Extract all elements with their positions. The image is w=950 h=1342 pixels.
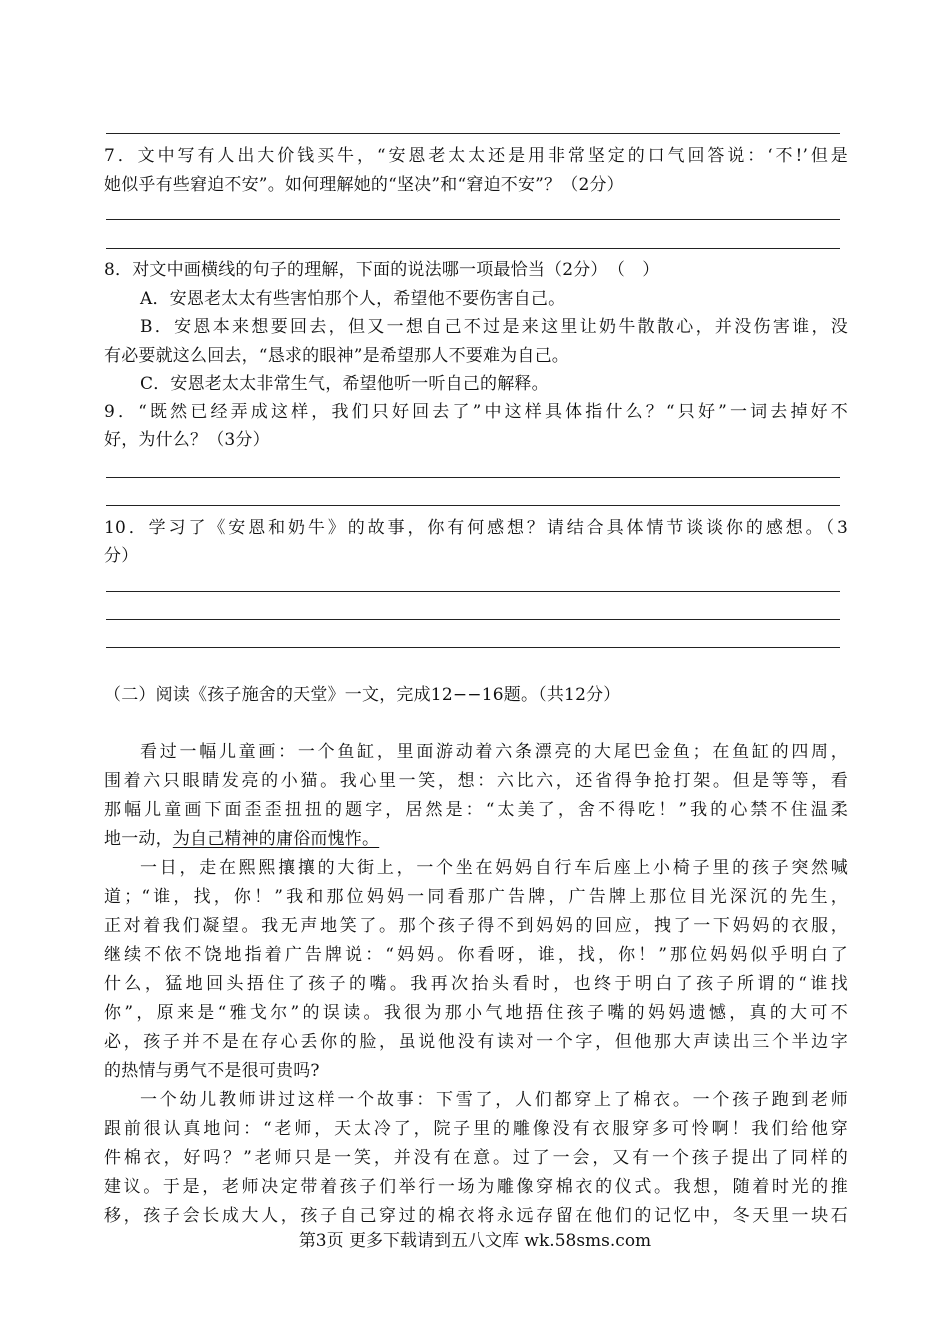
answer-line bbox=[106, 647, 840, 648]
passage-line: 继续不依不饶地指着广告牌说：“妈妈。你看呀，谁，找，你！”那位妈妈似乎明白了 bbox=[104, 945, 848, 965]
passage-line: 一日，走在熙熙攘攘的大街上，一个坐在妈妈自行车后座上小椅子里的孩子突然喊 bbox=[140, 858, 848, 878]
q10-text: 10．学习了《安恩和奶牛》的故事，你有何感想？请结合具体情节谈谈你的感想。（3 bbox=[104, 518, 848, 538]
passage-line: 道；“谁，找，你！”我和那位妈妈一同看那广告牌，广告牌上那位目光深沉的先生， bbox=[104, 887, 848, 907]
passage-line: 跟前很认真地问：“老师，天太冷了，院子里的雕像没有衣服穿多可怜啊！我们给他穿 bbox=[104, 1119, 848, 1139]
q8-option-c: C．安恩老太太非常生气，希望他听一听自己的解释。 bbox=[140, 374, 549, 394]
passage-line: 移，孩子会长成大人，孩子自己穿过的棉衣将永远存留在他们的记忆中，冬天里一块石 bbox=[104, 1206, 848, 1226]
passage-line: 必，孩子并不是在存心丢你的脸，虽说他没有读对一个字，但他那大声读出三个半边字 bbox=[104, 1032, 848, 1052]
q7-text: 7．文中写有人出大价钱买牛，“安恩老太太还是用非常坚定的口气回答说：‘不!’但是 bbox=[104, 146, 848, 166]
underlined-sentence: 为自己精神的庸俗而愧怍。 bbox=[172, 829, 380, 849]
q10-text: 分） bbox=[104, 546, 139, 566]
answer-line bbox=[106, 505, 840, 506]
passage-line: 一个幼儿教师讲过这样一个故事：下雪了，人们都穿上了棉衣。一个孩子跑到老师 bbox=[140, 1090, 848, 1110]
q8-option-b: B．安恩本来想要回去，但又一想自己不过是来这里让奶牛散散心，并没伤害谁，没 bbox=[140, 317, 848, 337]
passage-line: 看过一幅儿童画：一个鱼缸，里面游动着六条漂亮的大尾巴金鱼；在鱼缸的四周， bbox=[140, 742, 848, 762]
q9-text: 9．“既然已经弄成这样，我们只好回去了”中这样具体指什么？“只好”一词去掉好不 bbox=[104, 402, 848, 422]
passage-text: 地一动， bbox=[104, 829, 173, 849]
passage-line: 那幅儿童画下面歪歪扭扭的题字，居然是：“太美了，舍不得吃！”我的心禁不住温柔 bbox=[104, 800, 848, 820]
passage-line: 你”，原来是“雅戈尔”的误读。我很为那小气地捂住孩子嘴的妈妈遗憾，真的大可不 bbox=[104, 1003, 848, 1023]
q8-stem: 8．对文中画横线的句子的理解，下面的说法哪一项最恰当（2分） （ ） bbox=[104, 260, 660, 280]
answer-line bbox=[106, 248, 840, 249]
answer-line bbox=[106, 477, 840, 478]
answer-line bbox=[106, 619, 840, 620]
passage-line: 正对着我们凝望。我无声地笑了。那个孩子得不到妈妈的回应，拽了一下妈妈的衣服， bbox=[104, 916, 848, 936]
q7-text: 她似乎有些窘迫不安”。如何理解她的“坚决”和“窘迫不安”？（2分） bbox=[104, 175, 624, 195]
passage-line: 件棉衣，好吗？”老师只是一笑，并没有在意。过了一会，又有一个孩子提出了同样的 bbox=[104, 1148, 848, 1168]
q9-text: 好，为什么？（3分） bbox=[104, 430, 270, 450]
passage-line bbox=[104, 829, 848, 849]
answer-line bbox=[106, 133, 840, 134]
page-footer: 第3页 更多下载请到五八文库 wk.58sms.com bbox=[298, 1231, 652, 1251]
q8-option-b: 有必要就这么回去，“恳求的眼神”是希望那人不要难为自己。 bbox=[104, 346, 569, 366]
answer-line bbox=[106, 591, 840, 592]
section-heading: （二）阅读《孩子施舍的天堂》一文，完成12−−16题。（共12分） bbox=[104, 685, 621, 705]
q8-option-a: A．安恩老太太有些害怕那个人，希望他不要伤害自己。 bbox=[140, 289, 566, 309]
passage-line: 建议。于是，老师决定带着孩子们举行一场为雕像穿棉衣的仪式。我想，随着时光的推 bbox=[104, 1177, 848, 1197]
answer-line bbox=[106, 219, 840, 220]
passage-line: 的热情与勇气不是很可贵吗? bbox=[104, 1061, 320, 1081]
passage-line: 什么，猛地回头捂住了孩子的嘴。我再次抬头看时，也终于明白了孩子所谓的“谁找 bbox=[104, 974, 848, 994]
passage-line: 围着六只眼睛发亮的小猫。我心里一笑，想：六比六，还省得争抢打架。但是等等，看 bbox=[104, 771, 848, 791]
